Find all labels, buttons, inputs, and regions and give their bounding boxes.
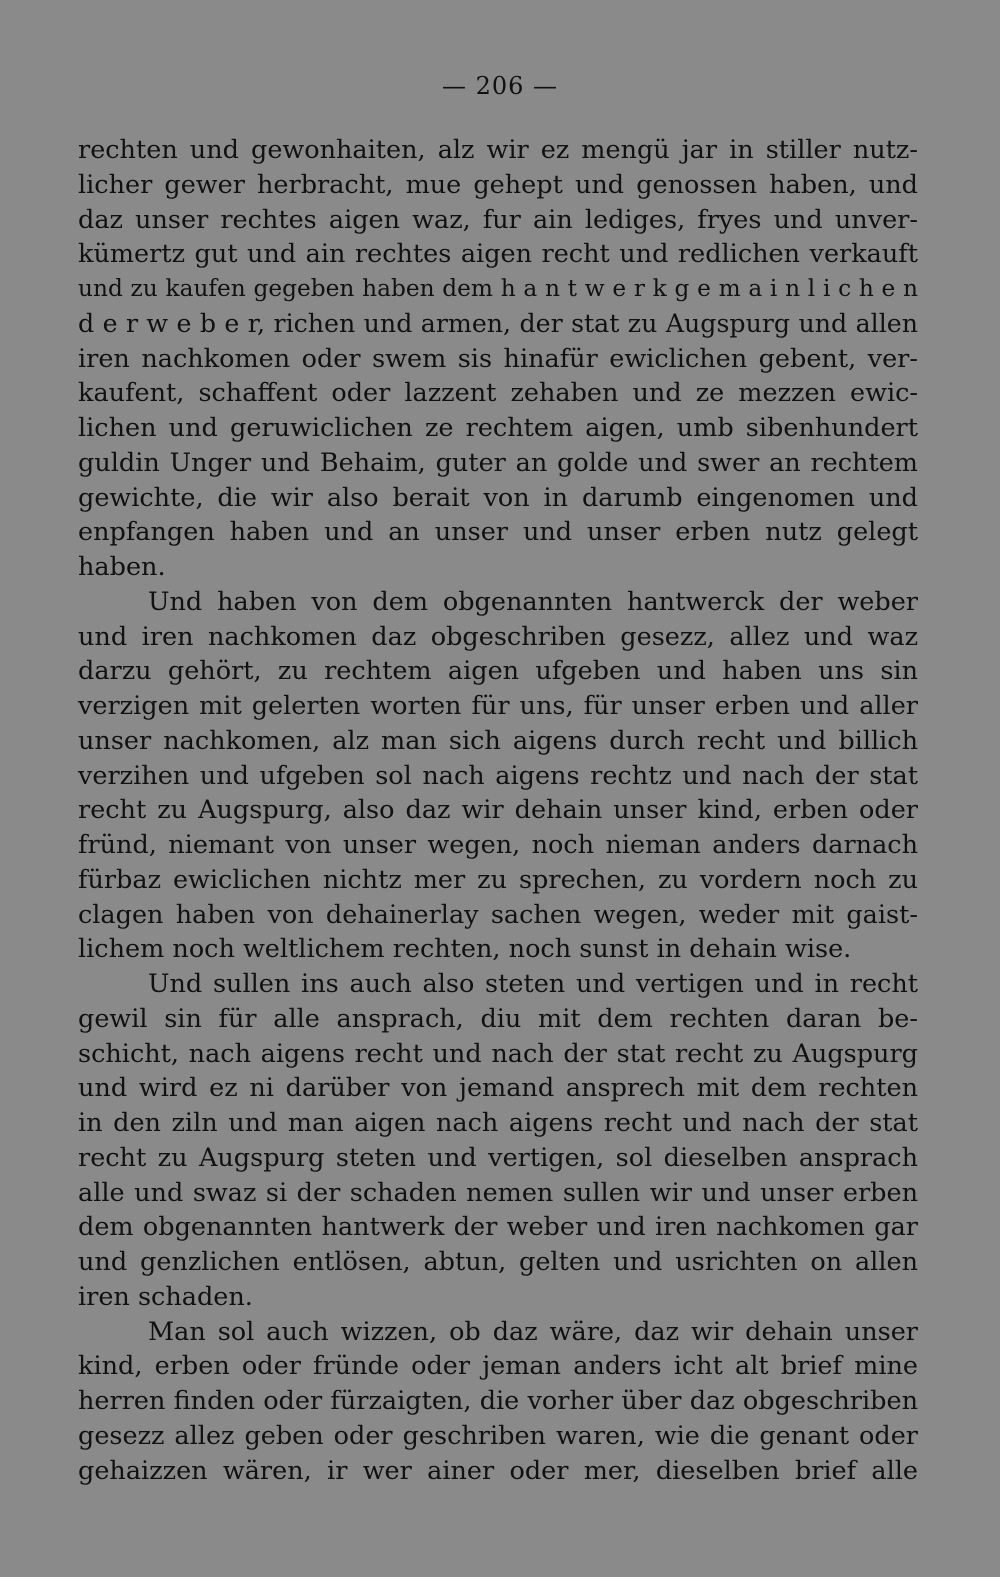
text-line: und genzlichen entlösen, abtun, gelten und usrichten on allen	[78, 1247, 918, 1277]
text-line: gehaizzen wären, ir wer ainer oder mer, dieselben brief alle	[78, 1455, 918, 1486]
text-line: guldin Unger und Behaim, guter an golde und swer an rechtem	[78, 447, 918, 478]
text-line: und iren nachkomen daz obgeschriben gesezz, allez und waz	[78, 621, 918, 652]
text-line: gewichte, die wir also berait von in darumb eingenomen und	[78, 482, 918, 513]
text-line: Und haben von dem obgenannten hantwerck der weber	[148, 586, 918, 617]
text-line: fründ, niemant von unser wegen, noch nieman anders darnach	[78, 830, 918, 860]
text-line: schicht, nach aigens recht und nach der stat recht zu Augspurg	[78, 1038, 918, 1069]
text-line: gewil sin für alle ansprach, diu mit dem rechten daran be-	[78, 1003, 918, 1034]
text-line: kind, erben oder fründe oder jeman anders icht alt brief mine	[78, 1351, 918, 1382]
text-line: kaufent, schaffent oder lazzent zehaben und ze mezzen ewic-	[78, 378, 918, 409]
text-line: unser nachkomen, alz man sich aigens durch recht und billich	[78, 725, 918, 756]
text-line: iren nachkomen oder swem sis hinafür ewiclichen gebent, ver-	[78, 343, 918, 374]
text-line: lichem noch weltlichem rechten, noch sunst in dehain wise.	[78, 934, 852, 965]
text-line: recht zu Augspurg, also daz wir dehain unser kind, erben oder	[78, 795, 918, 826]
text-line: d e r w e b e r, richen und armen, der stat zu Augspurg und allen	[78, 308, 918, 338]
text-line: licher gewer herbracht, mue gehept und genossen haben, und	[78, 169, 918, 200]
text-line: in den ziln und man aigen nach aigens recht und nach der stat	[78, 1108, 918, 1138]
text-line: daz unser rechtes aigen waz, fur ain lediges, fryes und unver-	[78, 204, 918, 235]
text-line: rechten und gewonhaiten, alz wir ez mengü jar in stiller nutz-	[78, 135, 918, 165]
text-line: haben.	[78, 552, 166, 582]
text-line: herren finden oder fürzaigten, die vorher über daz obgeschriben	[78, 1386, 918, 1416]
text-line: Man sol auch wizzen, ob daz wäre, daz wir dehain unser	[148, 1316, 918, 1347]
text-line: darzu gehört, zu rechtem aigen ufgeben und haben uns sin	[78, 656, 918, 687]
text-line: lichen und geruwiclichen ze rechtem aigen, umb sibenhundert	[78, 413, 918, 443]
text-line: verzihen und ufgeben sol nach aigens rechtz und nach der stat	[78, 760, 918, 791]
text-line: enpfangen haben und an unser und unser erben nutz gelegt	[78, 517, 918, 548]
text-line: verzigen mit gelerten worten für uns, für unser erben und aller	[78, 691, 918, 721]
text-line: alle und swaz si der schaden nemen sullen wir und unser erben	[78, 1177, 918, 1208]
text-line: kümertz gut und ain rechtes aigen recht und redlichen verkauft	[78, 239, 918, 270]
text-line: dem obgenannten hantwerk der weber und iren nachkomen gar	[78, 1212, 918, 1243]
text-line: Und sullen ins auch also steten und vertigen und in recht	[148, 969, 918, 999]
text-line: und wird ez ni darüber von jemand ansprech mit dem rechten	[78, 1073, 918, 1104]
text-line: und zu kaufen gegeben haben dem h a n t w e r k g e m a i n l i c h e n	[78, 275, 918, 302]
body-text	[78, 133, 918, 1488]
page-number: — 206 —	[441, 72, 559, 100]
text-line: recht zu Augspurg steten und vertigen, sol dieselben ansprach	[78, 1142, 918, 1173]
text-line: iren schaden.	[78, 1281, 253, 1312]
text-line: gesezz allez geben oder geschriben waren, wie die genant oder	[78, 1420, 918, 1451]
text-line: clagen haben von dehainerlay sachen wegen, weder mit gaist-	[78, 899, 918, 930]
text-line: fürbaz ewiclichen nichtz mer zu sprechen, zu vordern noch zu	[78, 864, 918, 895]
